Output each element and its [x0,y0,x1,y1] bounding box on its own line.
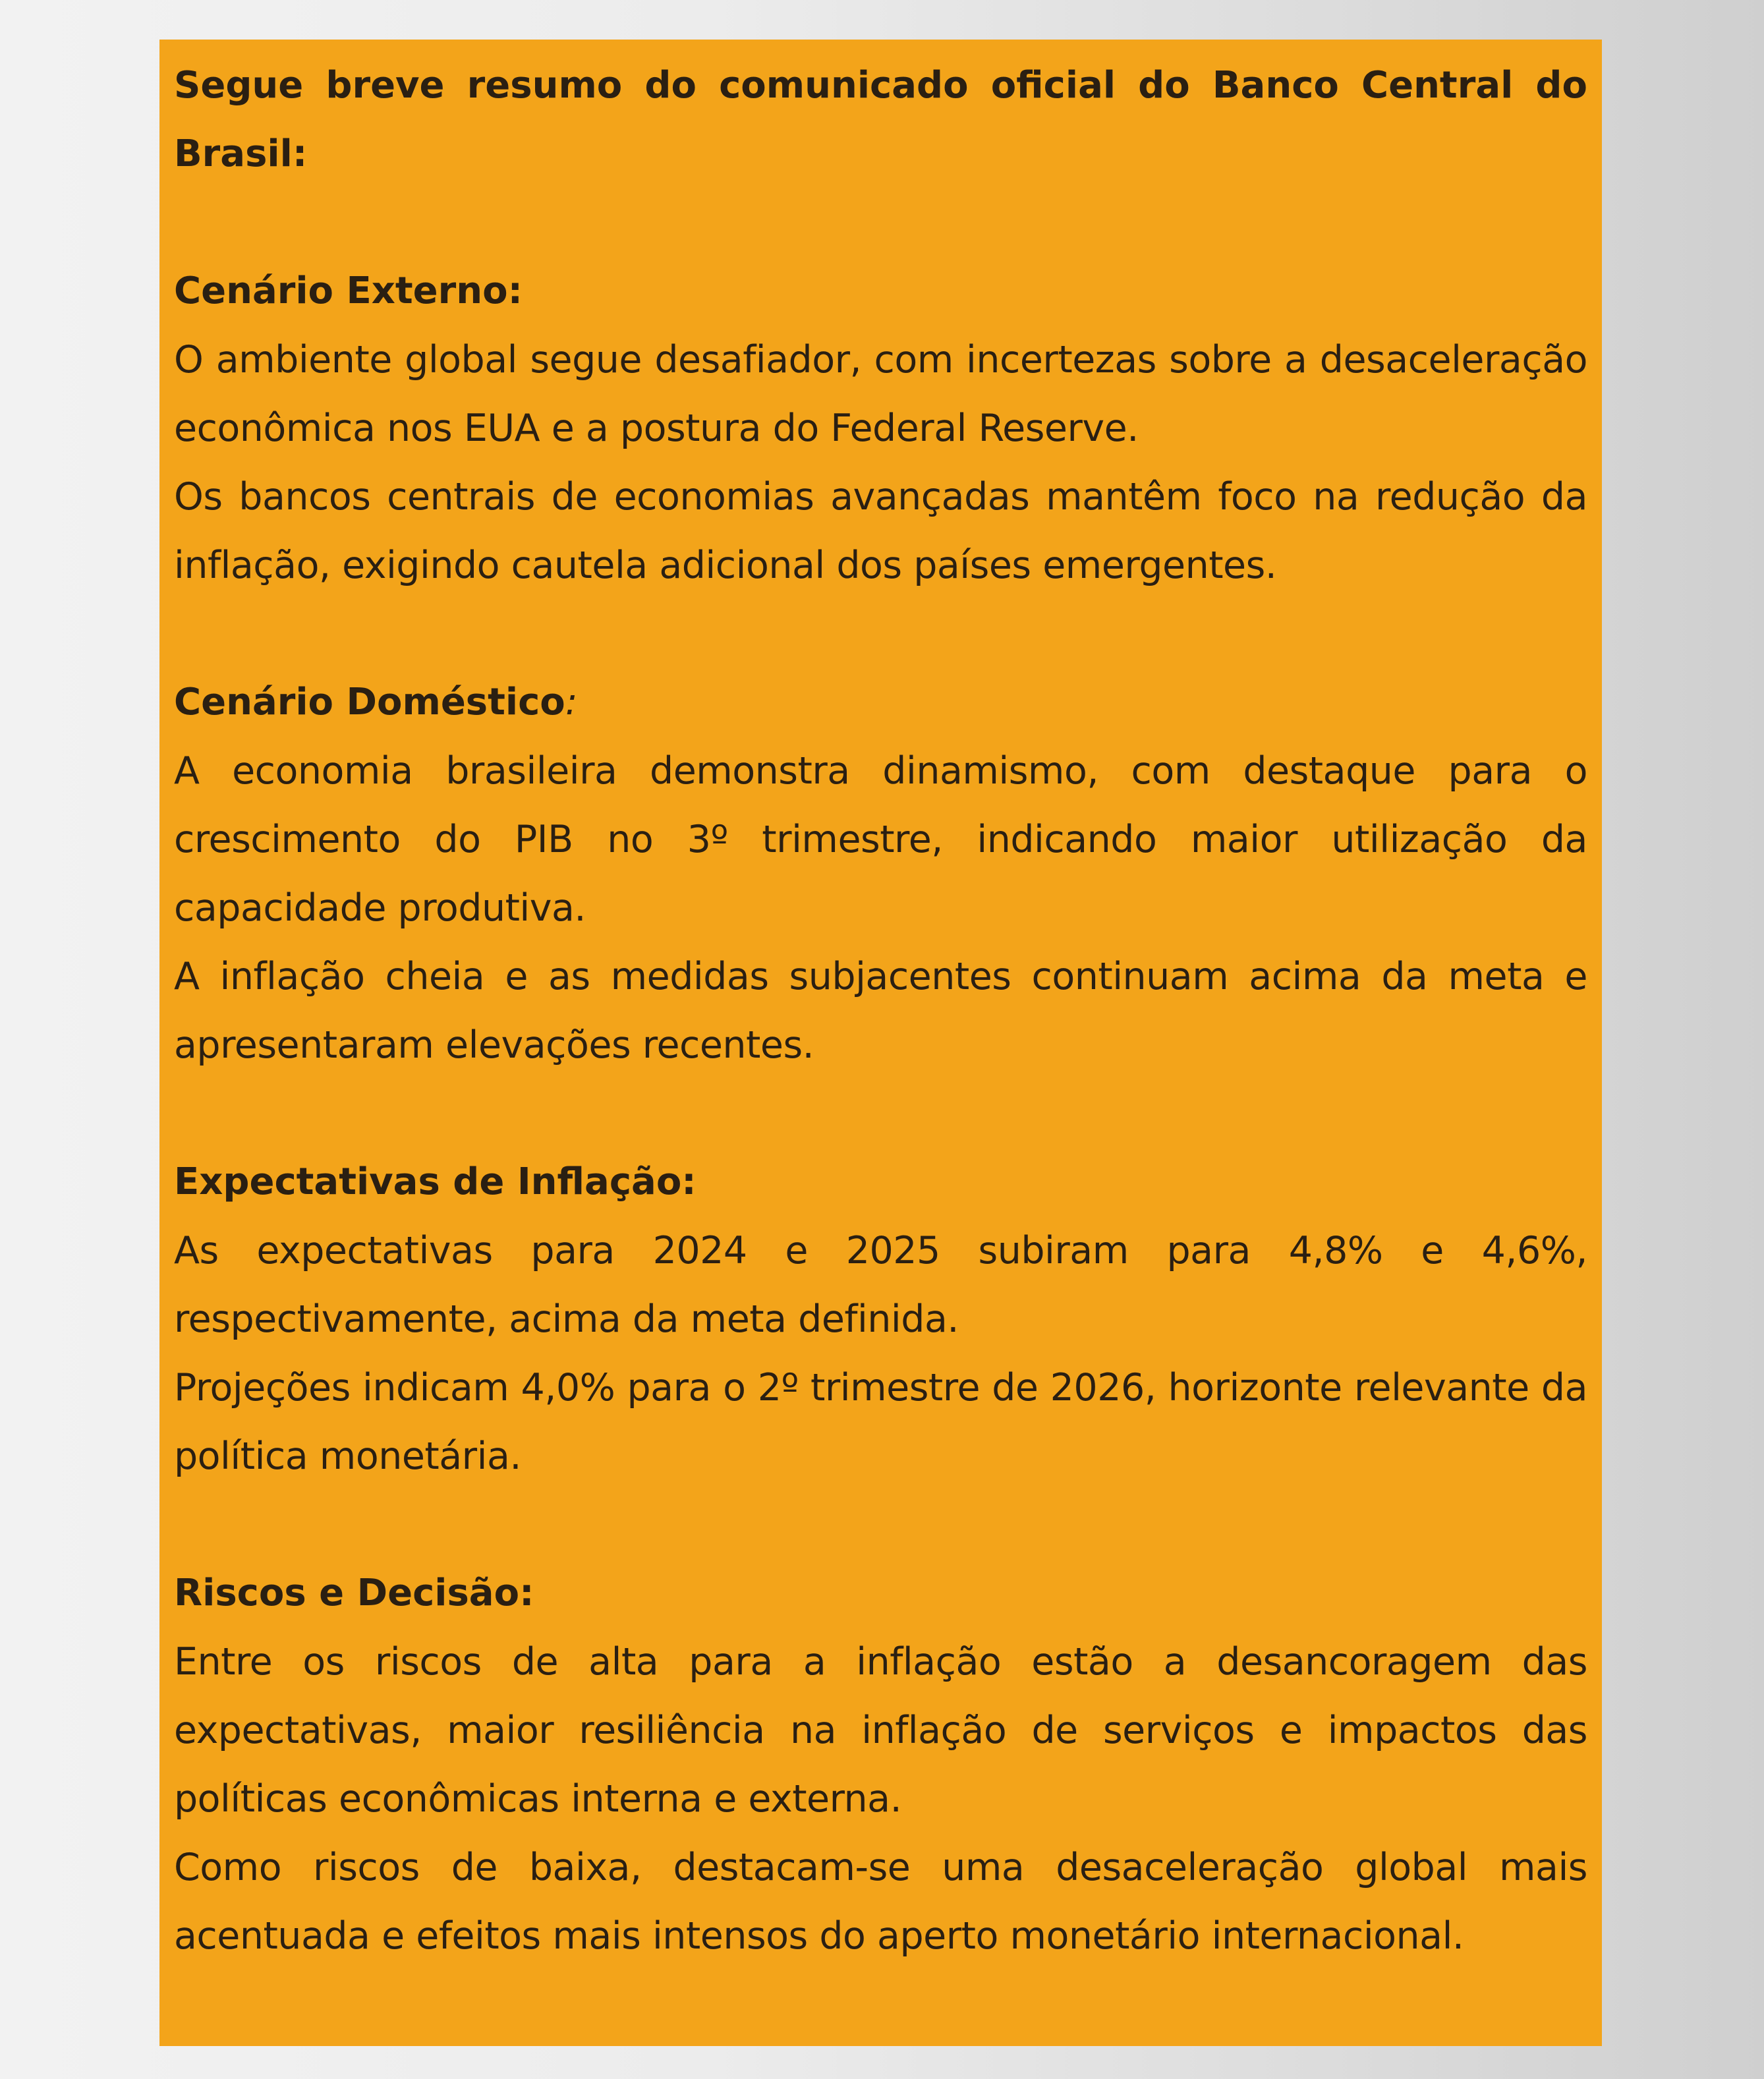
section-paragraph: A economia brasileira demonstra dinamismo, com destaque para o crescimento do PIB no 3º trimestre, indicando maior utilização da capacidade produtiva. [174,749,1587,930]
section-title [174,668,1587,737]
section-paragraph: Projeções indicam 4,0% para o 2º trimestre de 2026, horizonte relevante da política monetária. [174,1366,1587,1478]
section-riscos-decisao [174,1559,1587,1970]
section-title-suffix: : [565,681,578,724]
summary-card [159,40,1602,2046]
section-expectativas-inflacao [174,1148,1587,1491]
section-title-text: Cenário Doméstico [174,681,565,724]
section-title-text: Expectativas de Inflação: [174,1160,697,1203]
section-paragraph: A inflação cheia e as medidas subjacentes continuam acima da meta e apresentaram elevações recentes. [174,955,1587,1067]
section-paragraph: Entre os riscos de alta para a inflação estão a desancoragem das expectativas, maior resiliência na inflação de serviços e impactos das políticas econômicas interna e externa. [174,1640,1587,1821]
section-cenario-externo [174,257,1587,600]
section-paragraph: Como riscos de baixa, destacam-se uma desaceleração global mais acentuada e efeitos mais intensos do aperto monetário internacional. [174,1846,1587,1958]
intro-text: Segue breve resumo do comunicado oficial do Banco Central do Brasil: [174,64,1587,175]
section-paragraph: As expectativas para 2024 e 2025 subiram para 4,8% e 4,6%, respectivamente, acima da meta definida. [174,1229,1587,1341]
section-title-text: Riscos e Decisão: [174,1572,534,1614]
section-paragraph: O ambiente global segue desafiador, com incertezas sobre a desaceleração econômica nos EUA e a postura do Federal Reserve. [174,338,1587,450]
section-title [174,1559,1587,1628]
section-title-text: Cenário Externo: [174,270,523,312]
section-cenario-domestico [174,668,1587,1079]
section-paragraph: Os bancos centrais de economias avançadas mantêm foco na redução da inflação, exigindo cautela adicional dos países emergentes. [174,475,1587,587]
section-title [174,257,1587,326]
section-title [174,1148,1587,1216]
